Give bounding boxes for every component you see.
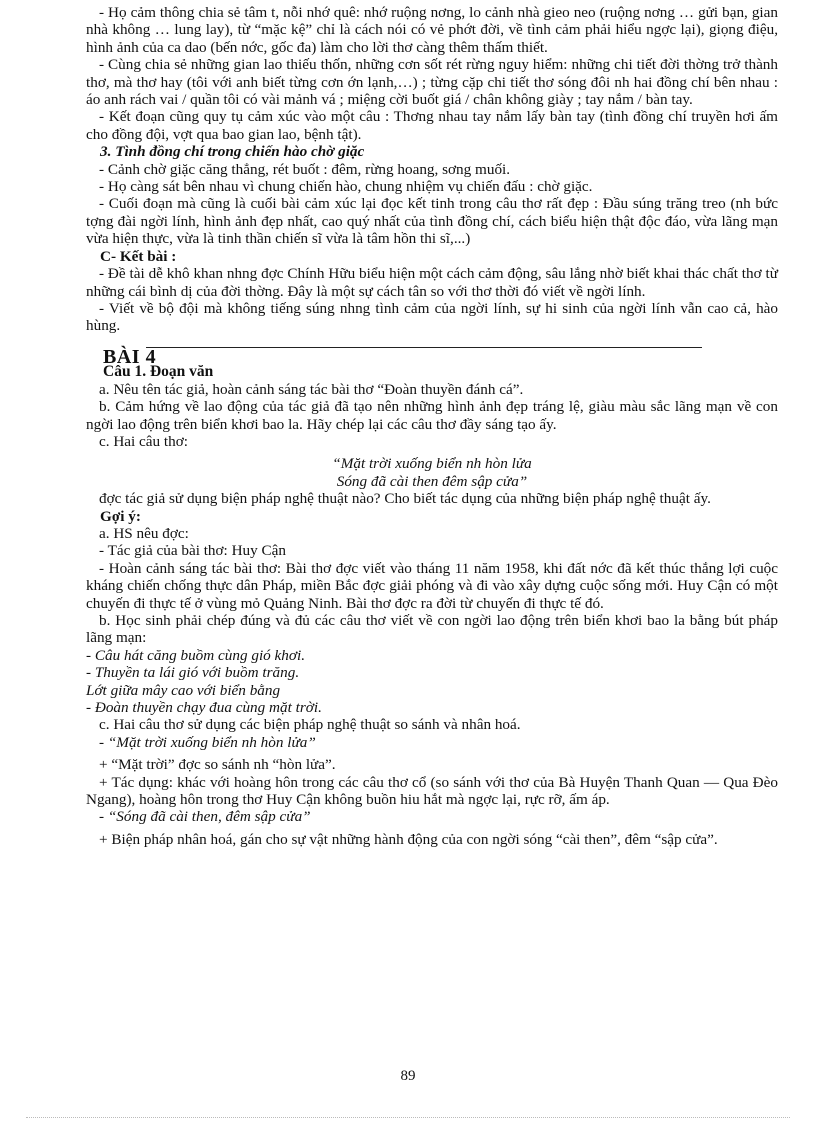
paragraph: - Họ cảm thông chia sẻ tâm t, nỗi nhớ quê: nhớ ruộng nơng, lo cảnh nhà gieo neo (ruộng nơng … gửi bạn, gian nhà không … lung lay), từ “mặc kệ” chỉ là cách nói có vẻ phớt đời, về tình cảm phải hiểu ngợc lại), giọng điệu, hình ảnh của ca dao (bến nớc, gốc đa) làm cho lời thơ càng thêm thấm thiết. [86, 4, 778, 56]
document-page [86, 4, 778, 848]
footer-rule [26, 1117, 790, 1118]
paragraph: - Viết về bộ đội mà không tiếng súng nhng tình cảm của ngời lính, sự hi sinh của ngời lính vẫn cao cả, hào hùng. [86, 299, 778, 335]
divider-line [146, 347, 702, 348]
paragraph: b. Học sinh phải chép đúng và đủ các câu thơ viết về con ngời lao động trên biển khơi bao la bằng bút pháp lãng mạn: [86, 612, 778, 647]
exercise-title: BÀI 4 [103, 345, 157, 368]
question-title: Câu 1. Đoạn văn [103, 362, 214, 380]
paragraph: đợc tác giả sử dụng biện pháp nghệ thuật nào? Cho biết tác dụng của những biện pháp nghệ thuật ấy. [99, 490, 711, 508]
poem-line: - Thuyền ta lái gió với buồm trăng. [86, 664, 300, 682]
poem-line: Lớt giữa mây cao với biển bằng [86, 681, 281, 699]
paragraph: - Cùng chia sẻ những gian lao thiếu thốn, những cơn sốt rét rừng nguy hiểm: những chi tiết đời thờng trở thành thơ, mà thơ hay (tôi với anh biết từng cơn ớn lạnh,…) ; từng cặp chi tiết thơ sóng đôi nh hai đồng chí bên nhau : áo anh rách vai / quần tôi có vài mảnh vá ; miệng cời buốt giá / chân không giày ; tay nắm / bàn tay. [86, 56, 778, 109]
paragraph: a. Nêu tên tác giả, hoàn cảnh sáng tác bài thơ “Đoàn thuyền đánh cá”. [99, 380, 524, 398]
paragraph: c. Hai câu thơ: [99, 432, 188, 450]
poem-line: Sóng đã cài then đêm sập cửa” [336, 472, 528, 490]
paragraph: + “Mặt trời” đợc so sánh nh “hòn lửa”. [99, 756, 336, 774]
paragraph: + Biện pháp nhân hoá, gán cho sự vật những hành động của con ngời sóng “cài then”, đêm “sập cửa”. [99, 830, 718, 848]
poem-line: - “Mặt trời xuống biển nh hòn lửa” [99, 733, 316, 751]
paragraph: - Cuối đoạn mà cũng là cuối bài cảm xúc lại đọc kết tinh trong câu thơ rất đẹp : Đầu súng trăng treo (nh bức tợng đài ngời lính, hình ảnh đẹp nhất, cao quý nhất của tình đồng chí, cách biểu hiện thật độc đáo, vừa lãng mạn vừa hiện thực, vừa là tinh thần chiến sĩ vừa là tâm hồn thi sĩ,...) [86, 195, 778, 248]
paragraph: - Họ càng sát bên nhau vì chung chiến hào, chung nhiệm vụ chiến đấu : chờ giặc. [99, 178, 593, 196]
paragraph: c. Hai câu thơ sử dụng các biện pháp nghệ thuật so sánh và nhân hoá. [99, 716, 521, 734]
poem-line: - “Sóng đã cài then, đêm sập cửa” [99, 808, 311, 826]
poem-line: “Mặt trời xuống biển nh hòn lửa [332, 455, 532, 473]
page-number: 89 [400, 1068, 416, 1084]
section-heading: Gợi ý: [100, 507, 141, 525]
paragraph: a. HS nêu đợc: [99, 524, 189, 542]
exercise-header [86, 345, 778, 381]
paragraph: b. Cảm hứng về lao động của tác giả đã tạo nên những hình ảnh đẹp tráng lệ, giàu màu sắc lãng mạn về con ngời lao động trên biển khơi bao la. Hãy chép lại các câu thơ đầy sáng tạo ấy. [86, 398, 778, 433]
paragraph: - Tác giả của bài thơ: Huy Cận [99, 542, 286, 560]
poem-line: - Đoàn thuyền chạy đua cùng mặt trời. [86, 699, 322, 717]
paragraph: + Tác dụng: khác với hoàng hôn trong các câu thơ cổ (so sánh với thơ của Bà Huyện Thanh Quan — Qua Đèo Ngang), hoàng hôn trong thơ Huy Cận không buồn hiu hắt mà ngợc lại, rực rỡ, ấm áp. [86, 773, 778, 809]
section-heading: 3. Tình đồng chí trong chiến hào chờ giặc [100, 143, 365, 161]
paragraph: - Kết đoạn cũng quy tụ cảm xúc vào một câu : Thơng nhau tay nắm lấy bàn tay (tình đồng chí truyền hơi ấm cho đồng đội, vợt qua bao gian lao, bệnh tật). [86, 108, 778, 143]
poem-line: - Câu hát căng buồm cùng gió khơi. [86, 646, 306, 664]
paragraph: - Cảnh chờ giặc căng thẳng, rét buốt : đêm, rừng hoang, sơng muối. [99, 160, 511, 178]
section-heading: C- Kết bài : [100, 247, 177, 265]
paragraph: - Hoàn cảnh sáng tác bài thơ: Bài thơ đợc viết vào tháng 11 năm 1958, khi đất nớc đã kết thúc thắng lợi cuộc kháng chiến chống thực dân Pháp, miền Bắc đợc giải phóng và đi vào xây dựng cuộc sống mới. Huy Cận có một chuyến đi thực tế ở vùng mỏ Quảng Ninh. Bài thơ đợc ra đời từ chuyến đi thực tế đó. [86, 559, 778, 612]
paragraph: - Đề tài dễ khô khan nhng đợc Chính Hữu biểu hiện một cách cảm động, sâu lắng nhờ biết khai thác chất thơ từ những cái bình dị của đời thờng. Đây là một sự cách tân so với thơ thời đó viết về ngời lính. [86, 265, 778, 300]
